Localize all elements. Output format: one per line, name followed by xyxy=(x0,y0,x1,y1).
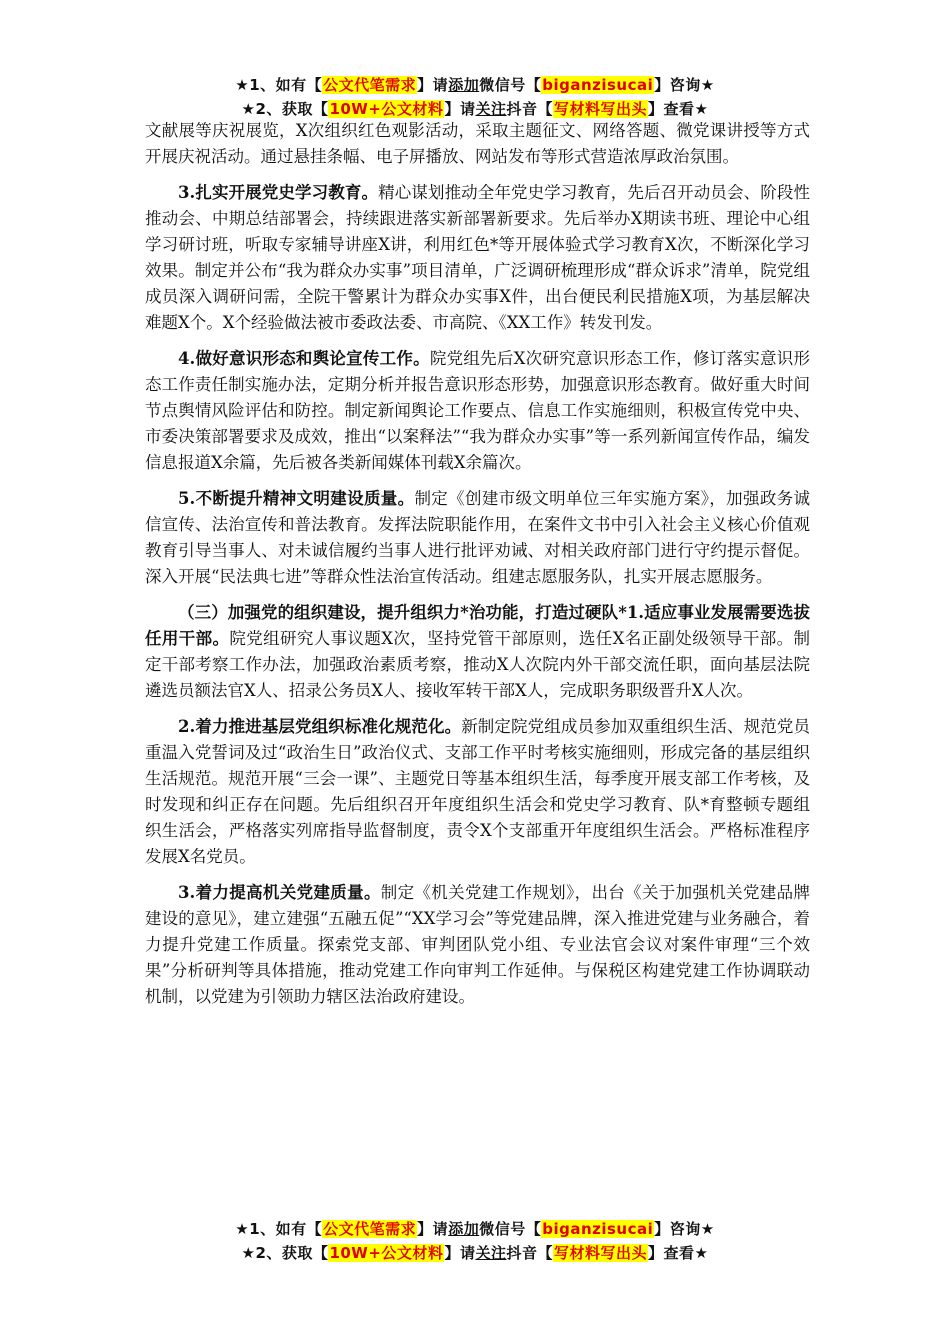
banner-text: ★2、获取【 xyxy=(241,1244,329,1262)
paragraph xyxy=(145,600,810,704)
banner-text: 】请 xyxy=(444,1244,476,1262)
banner-text: 】请 xyxy=(444,100,476,118)
paragraph-heading: 4.做好意识形态和舆论宣传工作。 xyxy=(178,349,430,368)
highlight-douyin: 写材料写出头 xyxy=(553,100,647,118)
paragraph xyxy=(145,346,810,476)
highlight-wechat-id: biganzisucai xyxy=(542,76,654,94)
paragraph-text: 文献展等庆祝展览，X次组织红色观影活动，采取主题征文、网络答题、微党课讲授等方式开展庆祝活动。通过悬挂条幅、电子屏播放、网站发布等形式营造浓厚政治氛围。 xyxy=(145,121,810,166)
banner-text: ★1、如有【 xyxy=(235,76,323,94)
highlight-wechat-id: biganzisucai xyxy=(542,1220,654,1238)
banner-text: 】咨询★ xyxy=(654,1220,715,1238)
paragraph-text: 精心谋划推动全年党史学习教育，先后召开动员会、阶段性推动会、中期总结部署会，持续跟进落实新部署新要求。先后举办X期读书班、理论中心组学习研讨班，听取专家辅导讲座X讲，利用红色*等开展体验式学习教育X次，不断深化学习效果。制定并公布“我为群众办实事”项目清单，广泛调研梳理形成“群众诉求”清单，院党组成员深入调研问需，全院干警累计为群众办实事X件，出台便民利民措施X项，为基层解决难题X个。X个经验做法被市委政法委、市高院、《XX工作》转发刊发。 xyxy=(145,183,810,332)
highlight-materials: 10W+公文材料 xyxy=(329,100,444,118)
highlight-service: 公文代笔需求 xyxy=(323,1220,417,1238)
banner-text: ★1、如有【 xyxy=(235,1220,323,1238)
banner-text: 】查看★ xyxy=(648,1244,709,1262)
paragraph-text: 制定《机关党建工作规划》，出台《关于加强机关党建品牌建设的意见》，建立建强“五融五促”“XX学习会”等党建品牌，深入推进党建与业务融合，着力提升党建工作质量。探索党支部、审判团队党小组、专业法官会议对案件审理“三个效果”分析研判等具体措施，推动党建工作向审判工作延伸。与保税区构建党建工作协调联动机制，以党建为引领助力辖区法治政府建设。 xyxy=(145,883,811,1006)
banner-text: 微信号【 xyxy=(479,1220,542,1238)
banner-text: 】查看★ xyxy=(648,100,709,118)
banner-line-2 xyxy=(0,1241,950,1265)
banner-text: 】请 xyxy=(417,1220,449,1238)
paragraph-text: 新制定院党组成员参加双重组织生活、规范党员重温入党誓词及过“政治生日”政治仪式、支部工作平时考核实施细则，形成完备的基层组织生活规范。规范开展“三会一课”、主题党日等基本组织生活，每季度开展支部工作考核，及时发现和纠正存在问题。先后组织召开年度组织生活会和党史学习教育、队*育整顿专题组织生活会，严格落实列席指导监督制度，责令X个支部重开年度组织生活会。严格标准程序发展X名党员。 xyxy=(145,717,810,866)
paragraph-heading: 3.扎实开展党史学习教育。 xyxy=(178,183,379,202)
banner-text: 抖音【 xyxy=(506,1244,553,1262)
banner-text: 抖音【 xyxy=(506,100,553,118)
banner-text: 添加 xyxy=(448,1220,480,1238)
paragraph-text: 制定《创建市级文明单位三年实施方案》，加强政务诚信宣传、法治宣传和普法教育。发挥法院职能作用，在案件文书中引入社会主义核心价值观教育引导当事人、对未诚信履约当事人进行批评劝诫、对相关政府部门进行守约提示督促。深入开展“民法典七进”等群众性法治宣传活动。组建志愿服务队，扎实开展志愿服务。 xyxy=(145,489,810,586)
footer-banner xyxy=(0,1217,950,1265)
banner-text: 】咨询★ xyxy=(654,76,715,94)
banner-text: 添加 xyxy=(448,76,480,94)
banner-text: ★2、获取【 xyxy=(241,100,329,118)
paragraph xyxy=(145,880,810,1010)
paragraph-heading: 5.不断提升精神文明建设质量。 xyxy=(178,489,415,508)
paragraph-heading: 2.着力推进基层党组织标准化规范化。 xyxy=(178,717,462,736)
paragraph xyxy=(145,118,810,170)
paragraph xyxy=(145,486,810,590)
highlight-service: 公文代笔需求 xyxy=(323,76,417,94)
paragraph xyxy=(145,714,810,870)
banner-text: 】请 xyxy=(417,76,449,94)
highlight-materials: 10W+公文材料 xyxy=(329,1244,444,1262)
banner-text: 关注 xyxy=(475,1244,507,1262)
section-heading: （三）加强党的组织建设，提升组织力*治功能，打造过硬队*1.适应事业发展需要选拔任用干部。 xyxy=(145,603,810,648)
banner-line-1 xyxy=(0,73,950,97)
paragraph-text: 院党组研究人事议题X次，坚持党管干部原则，选任X名正副处级领导干部。制定干部考察工作办法，加强政治素质考察，推动X人次院内外干部交流任职，面向基层法院遴选员额法官X人、招录公务员X人、接收军转干部X人，完成职务职级晋升X人次。 xyxy=(145,629,810,700)
paragraph xyxy=(145,180,810,336)
paragraph-text: 院党组先后X次研究意识形态工作，修订落实意识形态工作责任制实施办法，定期分析并报告意识形态形势，加强意识形态教育。做好重大时间节点舆情风险评估和防控。制定新闻舆论工作要点、信息工作实施细则，积极宣传党中央、市委决策部署要求及成效，推出“以案释法”“我为群众办实事”等一系列新闻宣传作品，编发信息报道X余篇，先后被各类新闻媒体刊载X余篇次。 xyxy=(145,349,810,472)
highlight-douyin: 写材料写出头 xyxy=(553,1244,647,1262)
banner-text: 关注 xyxy=(475,100,507,118)
document-body xyxy=(145,118,810,1020)
banner-text: 微信号【 xyxy=(479,76,542,94)
banner-line-1 xyxy=(0,1217,950,1241)
paragraph-heading: 3.着力提高机关党建质量。 xyxy=(178,883,381,902)
header-banner xyxy=(0,73,950,121)
